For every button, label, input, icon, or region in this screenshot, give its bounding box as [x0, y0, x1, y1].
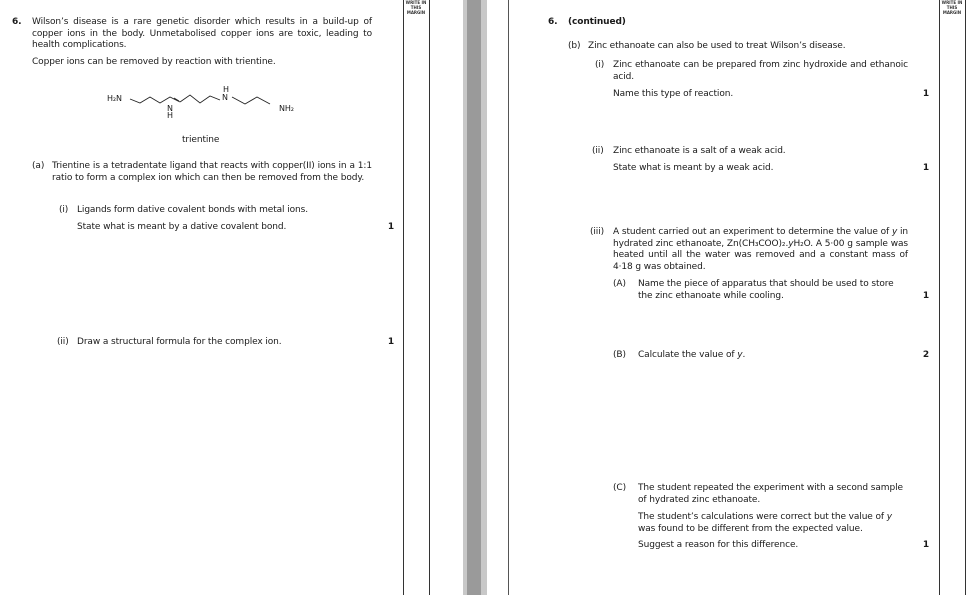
mark-A: 1 [922, 291, 930, 301]
gutter-center [467, 0, 481, 595]
part-b-i-label: (i) [595, 60, 605, 70]
removal-text: Copper ions can be removed by reaction with trientine. [32, 57, 276, 67]
nh-right-n: N [222, 93, 228, 102]
right-page-edge [508, 0, 509, 595]
part-B-question: Calculate the value of y. [638, 350, 746, 360]
part-b-i-statement: Zinc ethanoate can be prepared from zinc hydroxide and ethanoic acid. [613, 60, 908, 82]
nh-left-n: N [167, 104, 173, 113]
nh-left-h: H [167, 111, 173, 120]
part-A-question: Name the piece of apparatus that should be used to store the zinc ethanoate while cooling. [638, 279, 894, 301]
part-a-i-statement: Ligands form dative covalent bonds with metal ions. [77, 205, 308, 215]
part-C-detail: The student’s calculations were correct but the value of y was found to be different from the expected value. [638, 512, 892, 534]
molecule-caption: trientine [182, 135, 220, 145]
part-b-ii-statement: Zinc ethanoate is a salt of a weak acid. [613, 146, 786, 156]
amine-left-label: H₂N [107, 94, 122, 103]
margin-line-left-b [429, 0, 430, 595]
part-a-ii-question: Draw a structural formula for the complex ion. [77, 337, 282, 347]
margin-line-right-a [939, 0, 940, 595]
part-b-label: (b) [568, 41, 581, 51]
gutter-edge-right [481, 0, 487, 595]
part-B-label: (B) [613, 350, 626, 360]
mark-a-i: 1 [387, 222, 395, 232]
mark-b-ii: 1 [922, 163, 930, 173]
mark-a-ii: 1 [387, 337, 395, 347]
part-b-text: Zinc ethanoate can also be used to treat Wilson’s disease. [588, 41, 846, 51]
part-b-iii-text: A student carried out an experiment to determine the value of y in hydrated zinc ethanoate, Zn(CH₃COO)₂.yH₂O. A 5·00 g sample was heated until all the water was removed and a constant mass of 4·18 g was obtained. [613, 227, 909, 272]
chain-middle [180, 95, 220, 103]
continued-label: (continued) [568, 17, 626, 27]
part-C-label: (C) [613, 483, 627, 493]
nh-right-h: H [223, 85, 229, 94]
part-a-text: Trientine is a tetradentate ligand that reacts with copper(II) ions in a 1:1 ratio to form a complex ion which can then be removed from the body. [52, 161, 372, 183]
margin-line-left-a [403, 0, 404, 595]
part-b-iii-label: (iii) [590, 227, 605, 237]
mark-B: 2 [922, 350, 930, 360]
part-a-ii-label: (ii) [57, 337, 69, 347]
chain-right [232, 97, 270, 104]
question-number: 6. [12, 17, 22, 27]
part-a-label: (a) [32, 161, 45, 171]
part-C-question: Suggest a reason for this difference. [638, 540, 799, 550]
margin-label-right: WRITE IN THIS MARGIN [941, 0, 963, 15]
part-a-i-label: (i) [59, 205, 69, 215]
part-a-i-question: State what is meant by a dative covalent bond. [77, 222, 287, 232]
margin-line-right-b [965, 0, 966, 595]
mark-b-i: 1 [922, 89, 930, 99]
part-C-statement: The student repeated the experiment with a second sample of hydrated zinc ethanoate. [638, 483, 903, 505]
question-number-continued: 6. [548, 17, 558, 27]
amine-right-label: NH₂ [279, 104, 294, 113]
part-A-label: (A) [613, 279, 626, 289]
question-intro: Wilson’s disease is a rare genetic disorder which results in a build-up of copper ions in the body. Unmetabolised copper ions are toxic, leading to health complications. [32, 17, 372, 50]
margin-label-left: WRITE IN THIS MARGIN [405, 0, 427, 15]
part-b-i-question: Name this type of reaction. [613, 89, 734, 99]
part-b-ii-question: State what is meant by a weak acid. [613, 163, 774, 173]
mark-C: 1 [922, 540, 930, 550]
part-b-ii-label: (ii) [592, 146, 604, 156]
